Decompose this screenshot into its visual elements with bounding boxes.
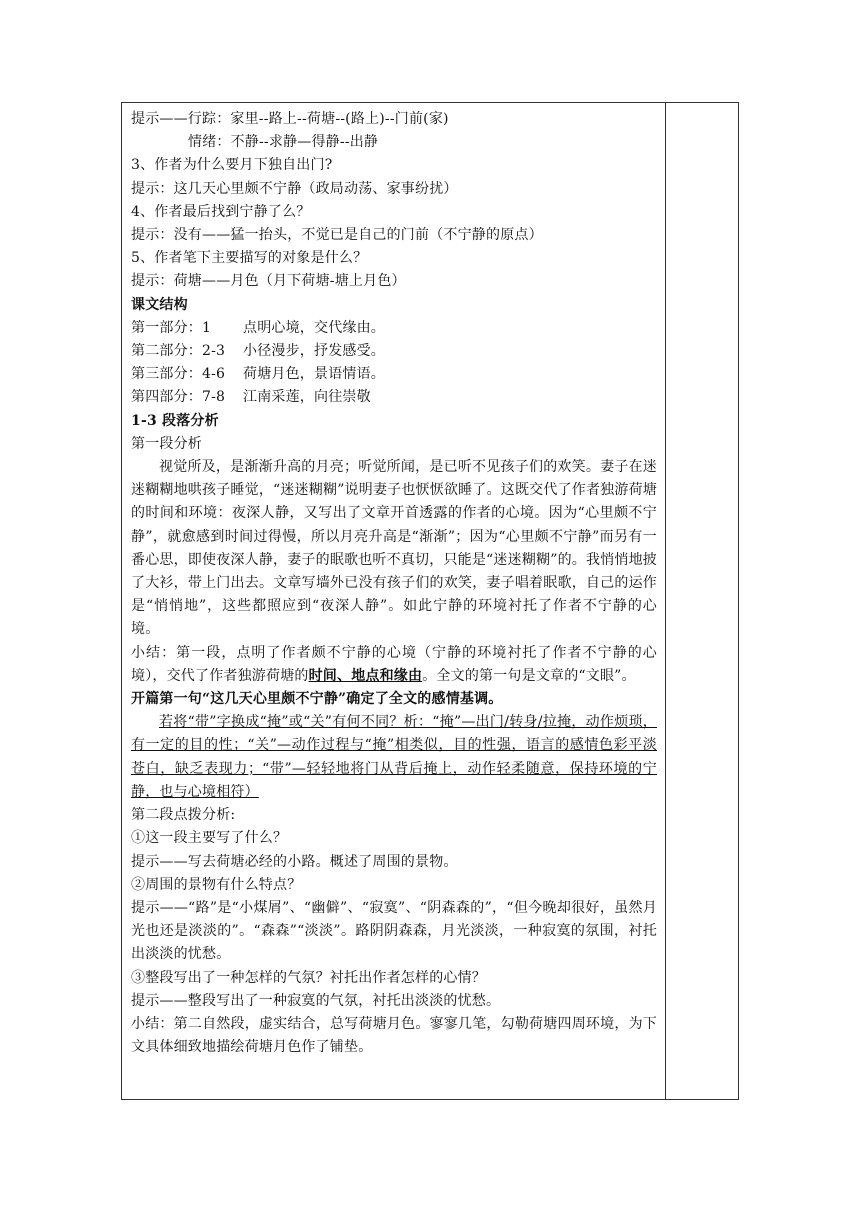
structure-desc: 点明心境，交代缘由。 [243,319,385,336]
structure-desc: 小径漫步，抒发感受。 [243,343,385,360]
answer-c: 提示——整段写出了一种寂寞的气氛，衬托出淡淡的忧愁。 [131,992,501,1009]
question-4: 4、作者最后找到宁静了么？ [131,203,311,220]
lesson-table [121,102,739,1100]
question-b: ②周围的景物有什么特点？ [131,876,302,893]
answer-a: 提示——写去荷塘必经的小路。概述了周围的景物。 [131,853,458,870]
summary-1 [131,642,657,688]
answer-4: 提示：没有——猛一抬头，不觉已是自己的门前（不宁静的原点） [131,227,543,244]
paragraph-2-heading: 第二段点拨分析: [131,807,236,824]
word-choice-analysis: 若将“带”字换成“掩”或“关”有何不同？析：“掩”—出门/转身/拉掩，动作烦琐，有一定的目的性；“关”—动作过程与“掩”相类似，目的性强，语言的感情色彩平淡苍白，缺乏表现力；“带”—轻轻地将门从背后掩上，动作轻柔随意，保持环境的宁静，也与心境相符） [131,714,657,800]
paragraph-1-analysis: 视觉所及，是渐渐升高的月亮；听觉所闻，是已听不见孩子们的欢笑。妻子在迷迷糊糊地哄孩子睡觉，“迷迷糊糊”说明妻子也恹恹欲睡了。这既交代了作者独游荷塘的时间和环境：夜深人静，又写出了文章开首透露的作者的心境。因为“心里颇不宁静”，就愈感到时间过得慢，所以月亮升高是“渐渐”；因为“心里颇不宁静”而另有一番心思，即使夜深人静，妻子的眠歌也听不真切，只能是“迷迷糊糊”的。我悄悄地披了大衫，带上门出去。文章写墙外已没有孩子们的欢笑，妻子唱着眠歌，自己的运作是“悄悄地”，这些都照应到“夜深人静”。如此宁静的环境衬托了作者不宁静的心境。 [131,459,657,638]
summary-1-end: 。全文的第一句是文章的“文眼”。 [422,667,636,684]
structure-row [131,317,657,340]
paragraph-1-heading: 第一段分析 [131,435,202,452]
answer-b: 提示——“路”是“小煤屑”、“幽僻”、“寂寞”、“阴森森的”，“但今晚却很好，虽然月光也还是淡淡的”。“森森”“淡淡”。路阴阴森森，月光淡淡，一种寂寞的氛围，衬托出淡淡的忧愁。 [131,899,657,963]
question-5: 5、作者笔下主要描写的对象是什么？ [131,250,368,267]
lesson-content [131,108,657,1059]
structure-row [131,386,657,409]
structure-part: 第三部分：4-6 [131,366,226,383]
question-c: ③整段写出了一种怎样的气氛？衬托出作者怎样的心情？ [131,969,486,986]
structure-part: 第二部分：2-3 [131,343,226,360]
key-sentence: 开篇第一句“这几天心里颇不宁静”确定了全文的感情基调。 [131,691,503,708]
question-3: 3、作者为什么要月下独自出门? [131,157,333,174]
structure-row [131,340,657,363]
notes-column-divider [665,103,666,1099]
analysis-heading: 1-3 段落分析 [131,412,219,429]
question-a: ①这一段主要写了什么？ [131,830,288,847]
summary-2: 小结：第二自然段，虚实结合，总写荷塘月色。寥寥几笔，勾勒荷塘四周环境，为下文具体细致地描绘荷塘月色作了铺垫。 [131,1015,657,1056]
answer-5: 提示：荷塘——月色（月下荷塘-塘上月色） [131,273,406,290]
answer-3: 提示：这几天心里颇不宁静（政局动荡、家事纷扰） [131,180,458,197]
structure-row [131,363,657,386]
hint-itinerary: 提示——行踪：家里--路上--荷塘--(路上)--门前(家) [131,111,449,127]
structure-heading: 课文结构 [131,296,188,313]
hint-emotion: 情绪：不静--求静—得静--出静 [188,134,379,151]
summary-1-text: 小结：第一段，点明了作者颇不宁静的心境（宁静的环境衬托了作者不宁静的心境），交代了作者独游荷塘的 [131,644,657,684]
structure-part: 第一部分：1 [131,319,212,336]
structure-desc: 荷塘月色，景语情语。 [243,366,385,383]
summary-1-emphasis: 时间、地点和缘由 [308,667,423,684]
structure-part: 第四部分：7-8 [131,389,226,406]
structure-desc: 江南采莲，向往崇敬 [243,389,371,406]
